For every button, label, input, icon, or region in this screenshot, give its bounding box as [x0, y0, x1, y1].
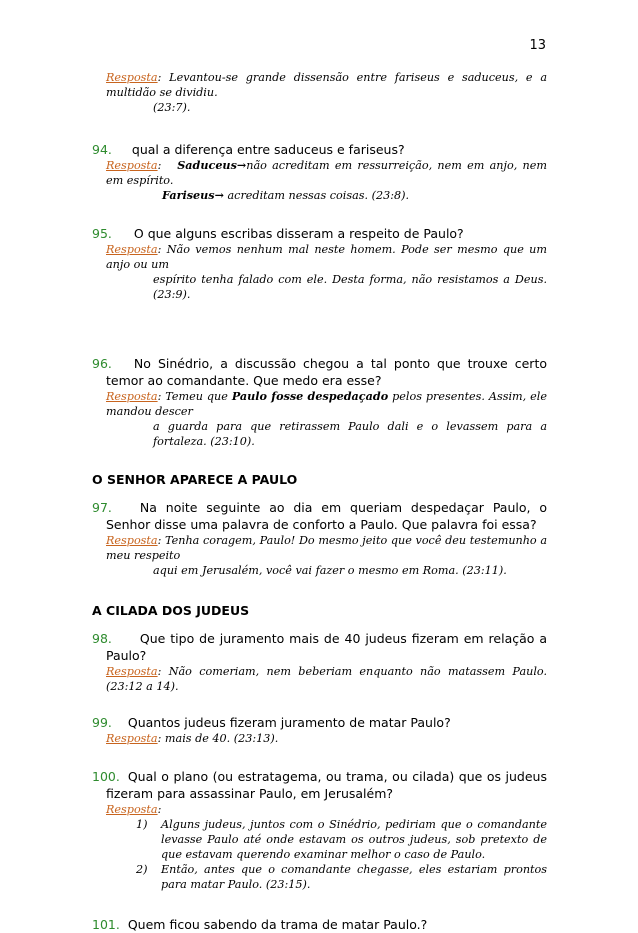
question-text: Quantos judeus fizeram juramento de matar Paulo?	[127, 715, 451, 730]
answer-label: Resposta	[106, 71, 158, 84]
answer-label: Resposta	[106, 732, 158, 745]
answer-emphasis: Paulo fosse despedaçado	[231, 389, 389, 403]
question-text: Quem ficou sabendo da trama de matar Paulo.?	[127, 917, 428, 932]
arrow-right-icon: →	[214, 188, 224, 202]
answer-block	[92, 70, 547, 115]
question	[92, 916, 547, 933]
question-block	[92, 225, 547, 302]
answer-block	[92, 664, 547, 694]
answer-block	[92, 731, 547, 746]
answer-text: espírito tenha falado com ele. Desta forma, não resistamos a Deus. (23:9).	[153, 273, 547, 301]
question-block	[92, 355, 547, 449]
section-title: A CILADA DOS JUDEUS	[92, 603, 250, 618]
question-number: 98.	[92, 631, 112, 646]
question-text: O que alguns escribas disseram a respeito de Paulo?	[133, 226, 464, 241]
answer-text: : mais de 40. (23:13).	[157, 732, 279, 745]
question-text: Na noite seguinte ao dia em queriam despedaçar Paulo, o Senhor disse uma palavra de conforto a Paulo. Que palavra foi essa?	[106, 500, 547, 532]
answer-text: a guarda para que retirassem Paulo dali e o levassem para a fortaleza. (23:10).	[153, 420, 547, 448]
page-number: 13	[529, 38, 546, 53]
answer-label: Resposta	[106, 803, 158, 816]
question-block	[92, 499, 547, 578]
question	[92, 630, 547, 664]
document-body	[92, 70, 547, 933]
answer-text: pelos presentes. Assim, ele mandou descer	[106, 390, 547, 418]
list-item	[106, 817, 547, 862]
answer-text: aqui em Jerusalém, você vai fazer o mesmo em Roma. (23:11).	[153, 564, 507, 577]
answer-block	[92, 242, 547, 302]
question	[92, 768, 547, 802]
list-item-text: Alguns judeus, juntos com o Sinédrio, pediriam que o comandante levasse Paulo até onde estavam os outros judeus, sob pretexto de que estavam querendo examinar melhor o caso de Paulo.	[161, 818, 547, 861]
answer-text: :	[157, 803, 162, 816]
list-item-number: 1)	[136, 818, 148, 831]
question-block	[92, 141, 547, 203]
question-number: 100.	[92, 769, 120, 784]
question-block	[92, 768, 547, 892]
answer-block	[92, 802, 547, 892]
arrow-right-icon: →	[236, 158, 247, 172]
answer-label: Resposta	[106, 534, 158, 547]
answer-text: : Não vemos nenhum mal neste homem. Pode ser mesmo que um anjo ou um	[106, 243, 547, 271]
question-number: 101.	[92, 917, 120, 932]
answer-text: não acreditam em ressurreição, nem em anjo, nem em espírito.	[106, 159, 547, 187]
answer-label: Resposta	[106, 390, 158, 403]
question	[92, 141, 547, 158]
answer-text: acreditam nessas coisas. (23:8).	[227, 189, 410, 202]
question-number: 94.	[92, 142, 112, 157]
question	[92, 714, 547, 731]
question-text: Qual o plano (ou estratagema, ou trama, ou cilada) que os judeus fizeram para assassinar Paulo, em Jerusalém?	[106, 769, 547, 801]
answer-text: : Tenha coragem, Paulo! Do mesmo jeito que você deu testemunho a meu respeito	[106, 534, 547, 562]
answer-block: Resposta: Saduceus→não acreditam em ressurreição, nem em anjo, nem em espírito. Fariseus→ acreditam nessas coisas. (23:8).	[106, 158, 547, 202]
answer-label: Resposta	[106, 159, 158, 172]
question-text: qual a diferença entre saduceus e fariseus?	[131, 142, 405, 157]
term-fariseus: Fariseus	[162, 188, 215, 202]
section-title: O SENHOR APARECE A PAULO	[92, 472, 298, 487]
list-item-number: 2)	[136, 863, 148, 876]
list-item	[106, 862, 547, 892]
question-text: Que tipo de juramento mais de 40 judeus fizeram em relação a Paulo?	[106, 631, 547, 663]
question-number: 99.	[92, 715, 112, 730]
question-number: 95.	[92, 226, 112, 241]
question-text: No Sinédrio, a discussão chegou a tal ponto que trouxe certo temor ao comandante. Que medo era esse?	[106, 356, 547, 388]
question-block	[92, 630, 547, 694]
list-item-text: Então, antes que o comandante chegasse, eles estariam prontos para matar Paulo. (23:15).	[161, 863, 547, 891]
answer-text: (23:7).	[153, 101, 191, 114]
answer-block	[92, 389, 547, 449]
question	[92, 225, 547, 242]
answer-block	[92, 533, 547, 578]
answer-text: : Levantou-se grande dissensão entre fariseus e saduceus, e a multidão se dividiu.	[106, 71, 547, 99]
answer-text: : Não comeriam, nem beberiam enquanto não matassem Paulo. (23:12 a 14).	[106, 665, 547, 693]
answer-text: : Temeu que	[157, 390, 232, 403]
question	[92, 355, 547, 389]
answer-list	[106, 817, 547, 892]
answer-label: Resposta	[106, 243, 158, 256]
question-number: 97.	[92, 500, 112, 515]
question-number: 96.	[92, 356, 112, 371]
question	[92, 499, 547, 533]
question-block	[92, 714, 547, 746]
answer-label: Resposta	[106, 665, 158, 678]
question-block	[92, 916, 547, 933]
term-saduceus: Saduceus	[177, 158, 237, 172]
